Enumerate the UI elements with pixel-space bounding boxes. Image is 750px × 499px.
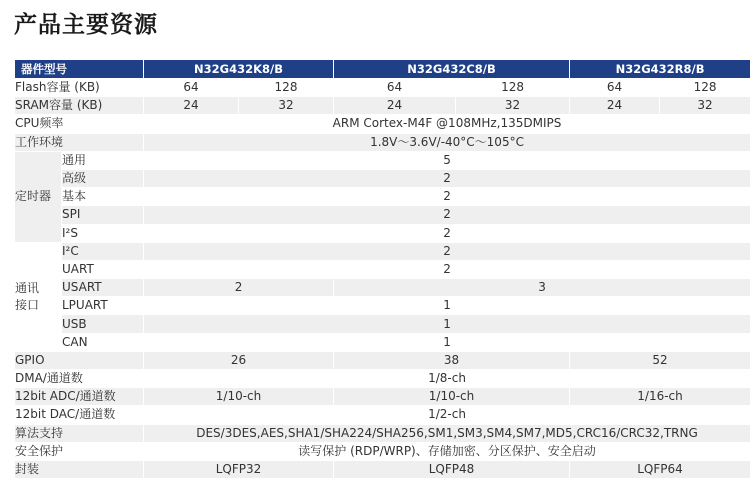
table-row-dma: [15, 370, 750, 388]
row-label: 高级: [62, 169, 144, 187]
table-row-spi: [15, 206, 750, 224]
table-cell: 24: [570, 97, 660, 115]
group-label-comm-line2: 接口: [15, 297, 40, 312]
row-label: 封装: [15, 460, 144, 478]
table-row-usart: [15, 279, 750, 297]
table-row-flash: [15, 79, 750, 97]
table-row-env: [15, 133, 750, 151]
row-label: 通用: [62, 151, 144, 169]
row-label: I²C: [62, 242, 144, 260]
table-cell: 1/10-ch: [334, 388, 570, 406]
table-cell: 5: [144, 151, 750, 169]
table-cell: 2: [144, 242, 750, 260]
table-cell: 2: [144, 260, 750, 278]
table-row-sram: [15, 97, 750, 115]
row-label: 基本: [62, 188, 144, 206]
table-cell: 2: [144, 169, 750, 187]
table-cell: 52: [570, 351, 750, 369]
table-cell: 3: [334, 279, 750, 297]
table-cell: 1/16-ch: [570, 388, 750, 406]
header-device-model: 器件型号: [15, 60, 144, 79]
table-row-timer-general: [15, 151, 750, 169]
table-cell: ARM Cortex-M4F @108MHz,135DMIPS: [144, 115, 750, 133]
table-cell: 2: [144, 279, 334, 297]
row-label: USART: [62, 279, 144, 297]
table-cell: 1/8-ch: [144, 370, 750, 388]
group-label-timer: 定时器: [15, 151, 62, 242]
group-label-comm-line1: 通讯: [15, 280, 40, 295]
table-cell: 32: [660, 97, 750, 115]
table-cell: 64: [144, 79, 239, 97]
row-label: 12bit DAC/通道数: [15, 406, 144, 424]
row-label: 12bit ADC/通道数: [15, 388, 144, 406]
table-row-lpuart: [15, 297, 750, 315]
table-row-dac: [15, 406, 750, 424]
row-label: CPU频率: [15, 115, 144, 133]
table-cell: 24: [144, 97, 239, 115]
table-cell: 38: [334, 351, 570, 369]
table-cell: 1: [144, 297, 750, 315]
page-title: 产品主要资源: [14, 12, 158, 38]
row-label: 算法支持: [15, 424, 144, 442]
table-row-security: [15, 442, 750, 460]
table-cell: 128: [239, 79, 334, 97]
table-row-algo: [15, 424, 750, 442]
table-cell: 128: [660, 79, 750, 97]
header-k8: N32G432K8/B: [144, 60, 334, 79]
table-cell: LQFP48: [334, 460, 570, 478]
row-label: 工作环境: [15, 133, 144, 151]
row-label: 安全保护: [15, 442, 144, 460]
table-cell: 1/10-ch: [144, 388, 334, 406]
table-cell: 128: [456, 79, 570, 97]
table-row-gpio: [15, 351, 750, 369]
table-row-package: [15, 460, 750, 478]
table-row-can: [15, 333, 750, 351]
table-cell: 64: [570, 79, 660, 97]
spec-table: [14, 59, 750, 479]
table-cell: 1/2-ch: [144, 406, 750, 424]
table-cell: 24: [334, 97, 456, 115]
table-cell: DES/3DES,AES,SHA1/SHA224/SHA256,SM1,SM3,SM4,SM7,MD5,CRC16/CRC32,TRNG: [144, 424, 750, 442]
table-row-usb: [15, 315, 750, 333]
table-cell: 1: [144, 315, 750, 333]
table-row-i2s: [15, 224, 750, 242]
table-row-i2c: [15, 242, 750, 260]
row-label: I²S: [62, 224, 144, 242]
row-label: UART: [62, 260, 144, 278]
row-label: DMA/通道数: [15, 370, 144, 388]
table-cell: LQFP64: [570, 460, 750, 478]
row-label: CAN: [62, 333, 144, 351]
row-label: Flash容量 (KB): [15, 79, 144, 97]
table-cell: 1.8V～3.6V/-40°C～105°C: [144, 133, 750, 151]
table-cell: 2: [144, 188, 750, 206]
table-cell: 读写保护 (RDP/WRP)、存储加密、分区保护、安全启动: [144, 442, 750, 460]
row-label: SPI: [62, 206, 144, 224]
row-label: LPUART: [62, 297, 144, 315]
table-row-timer-basic: [15, 188, 750, 206]
table-cell: 64: [334, 79, 456, 97]
header-c8: N32G432C8/B: [334, 60, 570, 79]
group-label-comm: [15, 242, 62, 351]
row-label: USB: [62, 315, 144, 333]
table-cell: 32: [239, 97, 334, 115]
table-cell: 2: [144, 206, 750, 224]
table-cell: 2: [144, 224, 750, 242]
header-row: [15, 60, 750, 79]
table-row-cpu: [15, 115, 750, 133]
row-label: SRAM容量 (KB): [15, 97, 144, 115]
table-cell: LQFP32: [144, 460, 334, 478]
table-cell: 26: [144, 351, 334, 369]
header-r8: N32G432R8/B: [570, 60, 750, 79]
table-cell: 32: [456, 97, 570, 115]
table-row-timer-advanced: [15, 169, 750, 187]
table-row-uart: [15, 260, 750, 278]
table-cell: 1: [144, 333, 750, 351]
row-label: GPIO: [15, 351, 144, 369]
table-row-adc: [15, 388, 750, 406]
